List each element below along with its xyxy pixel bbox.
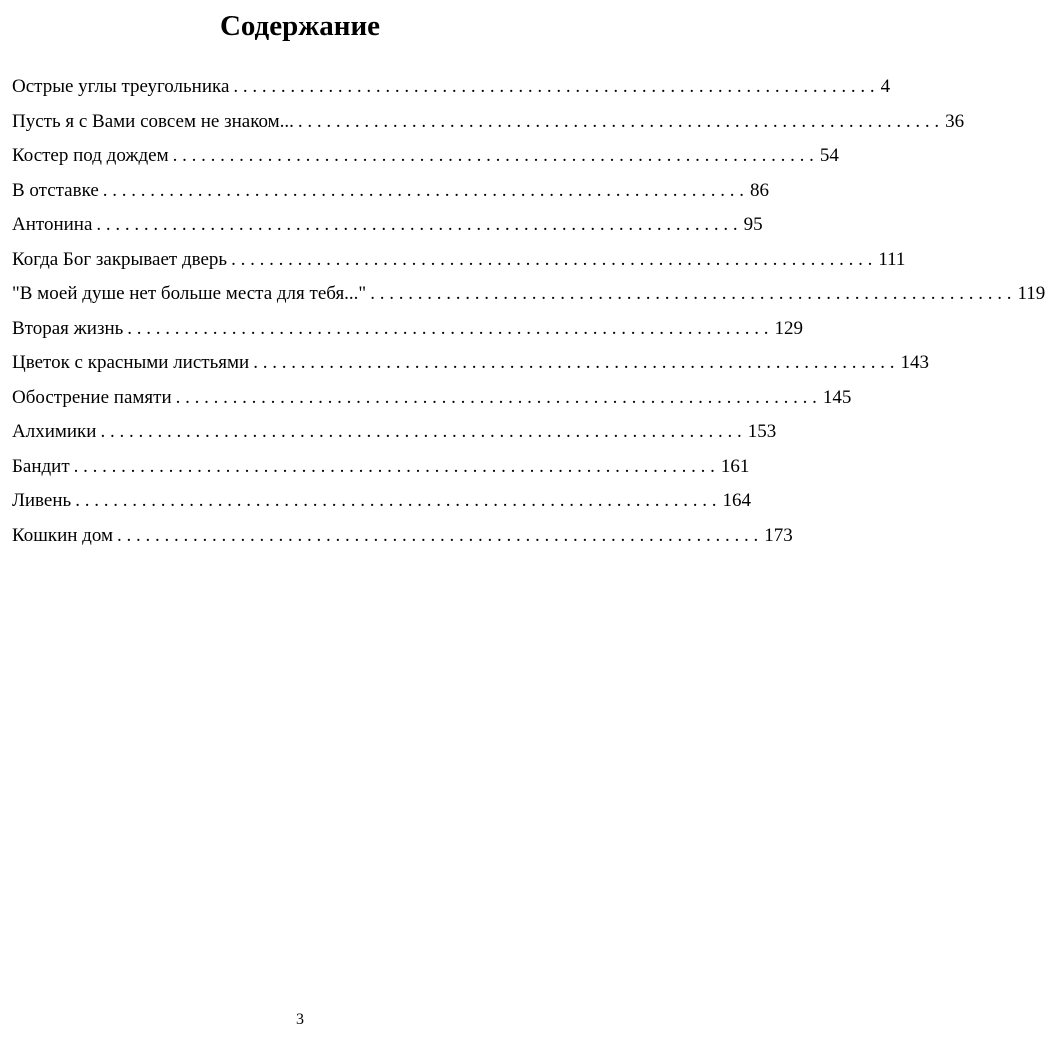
toc-entry [12, 139, 839, 174]
toc-entry-title: Ливень [12, 490, 72, 511]
toc-dot-leader: . . . . . . . . . . . . . . . . . . . . . . . . . . . . . . . . . . . . . . . . . . . . . . . . . . . . . . . . . . . . . . . . . . . . [253, 352, 895, 373]
toc-entry-title: Вторая жизнь [12, 317, 124, 339]
toc-entry-page: 164 [722, 490, 751, 511]
toc-entry-title: Кошкин дом [12, 524, 114, 546]
toc-dot-leader: . . . . . . . . . . . . . . . . . . . . . . . . . . . . . . . . . . . . . . . . . . . . . . . . . . . . . . . . . . . . . . . . . . . . [127, 317, 769, 339]
toc-entry-page: 145 [822, 386, 852, 408]
toc-entry [12, 312, 804, 347]
toc-dot-leader: . . . . . . . . . . . . . . . . . . . . . . . . . . . . . . . . . . . . . . . . . . . . . . . . . . . . . . . . . . . . . . . . . . . . [75, 490, 717, 511]
toc-entry-title: Пусть я с Вами совсем не знаком... [12, 110, 294, 132]
toc-entry-page: 161 [720, 455, 750, 477]
toc-entry [12, 208, 763, 243]
toc-entry-page: 143 [900, 352, 929, 373]
toc-entry [12, 346, 929, 381]
toc-dot-leader: . . . . . . . . . . . . . . . . . . . . . . . . . . . . . . . . . . . . . . . . . . . . . . . . . . . . . . . . . . . . . . . . . . . . [117, 524, 759, 546]
toc-entry-page: 173 [764, 524, 793, 546]
toc-entry-title: Цветок с красными листьями [12, 352, 250, 373]
toc-entry [12, 484, 751, 519]
toc-entry-page: 129 [774, 317, 804, 339]
toc-entry-title: Бандит [12, 455, 70, 477]
toc-entry-page: 54 [819, 145, 839, 166]
toc-entry [12, 174, 770, 209]
toc-entry-page: 111 [878, 248, 906, 270]
toc-dot-leader: . . . . . . . . . . . . . . . . . . . . . . . . . . . . . . . . . . . . . . . . . . . . . . . . . . . . . . . . . . . . . . . . . . . . [96, 214, 738, 235]
page-number: 3 [296, 1011, 304, 1028]
toc-entry [12, 519, 793, 554]
toc-entry-title: "В моей душе нет больше места для тебя..." [12, 283, 367, 304]
toc-entry [12, 243, 906, 278]
toc-entry [12, 70, 891, 105]
toc-entry-page: 95 [743, 214, 763, 235]
toc-entry-title: Обострение памяти [12, 386, 172, 408]
toc-dot-leader: . . . . . . . . . . . . . . . . . . . . . . . . . . . . . . . . . . . . . . . . . . . . . . . . . . . . . . . . . . . . . . . . . . . . [172, 145, 814, 166]
toc-dot-leader: . . . . . . . . . . . . . . . . . . . . . . . . . . . . . . . . . . . . . . . . . . . . . . . . . . . . . . . . . . . . . . . . . . . . [233, 76, 875, 97]
toc-entry-title: Алхимики [12, 421, 97, 442]
toc-entry-title: Антонина [12, 214, 93, 235]
toc-dot-leader: . . . . . . . . . . . . . . . . . . . . . . . . . . . . . . . . . . . . . . . . . . . . . . . . . . . . . . . . . . . . . . . . . . . . [297, 110, 940, 132]
toc-entry [12, 450, 750, 485]
page-title: Содержание [219, 10, 381, 42]
toc-entry-title: Когда Бог закрывает дверь [12, 248, 228, 270]
toc-entry-title: В отставке [12, 179, 99, 201]
toc-entry-page: 153 [747, 421, 777, 442]
toc-entry [12, 415, 777, 450]
toc-dot-leader: . . . . . . . . . . . . . . . . . . . . . . . . . . . . . . . . . . . . . . . . . . . . . . . . . . . . . . . . . . . . . . . . . . . . [73, 455, 715, 477]
toc-dot-leader: . . . . . . . . . . . . . . . . . . . . . . . . . . . . . . . . . . . . . . . . . . . . . . . . . . . . . . . . . . . . . . . . . . . . [370, 283, 1012, 304]
toc-entry-title: Острые углы треугольника [12, 76, 230, 97]
toc-entry-page: 36 [945, 110, 965, 132]
toc-entry-page: 119 [1017, 283, 1045, 304]
toc-dot-leader: . . . . . . . . . . . . . . . . . . . . . . . . . . . . . . . . . . . . . . . . . . . . . . . . . . . . . . . . . . . . . . . . . . . . [231, 248, 873, 270]
table-of-contents [12, 70, 1045, 553]
toc-dot-leader: . . . . . . . . . . . . . . . . . . . . . . . . . . . . . . . . . . . . . . . . . . . . . . . . . . . . . . . . . . . . . . . . . . . . [175, 386, 817, 408]
toc-dot-leader: . . . . . . . . . . . . . . . . . . . . . . . . . . . . . . . . . . . . . . . . . . . . . . . . . . . . . . . . . . . . . . . . . . . . [100, 421, 742, 442]
toc-entry-title: Костер под дождем [12, 145, 169, 166]
toc-entry [12, 381, 852, 416]
toc-entry [12, 277, 1045, 312]
toc-dot-leader: . . . . . . . . . . . . . . . . . . . . . . . . . . . . . . . . . . . . . . . . . . . . . . . . . . . . . . . . . . . . . . . . . . . . [102, 179, 745, 201]
toc-entry-page: 4 [880, 76, 891, 97]
toc-entry-page: 86 [750, 179, 770, 201]
toc-entry [12, 105, 965, 140]
